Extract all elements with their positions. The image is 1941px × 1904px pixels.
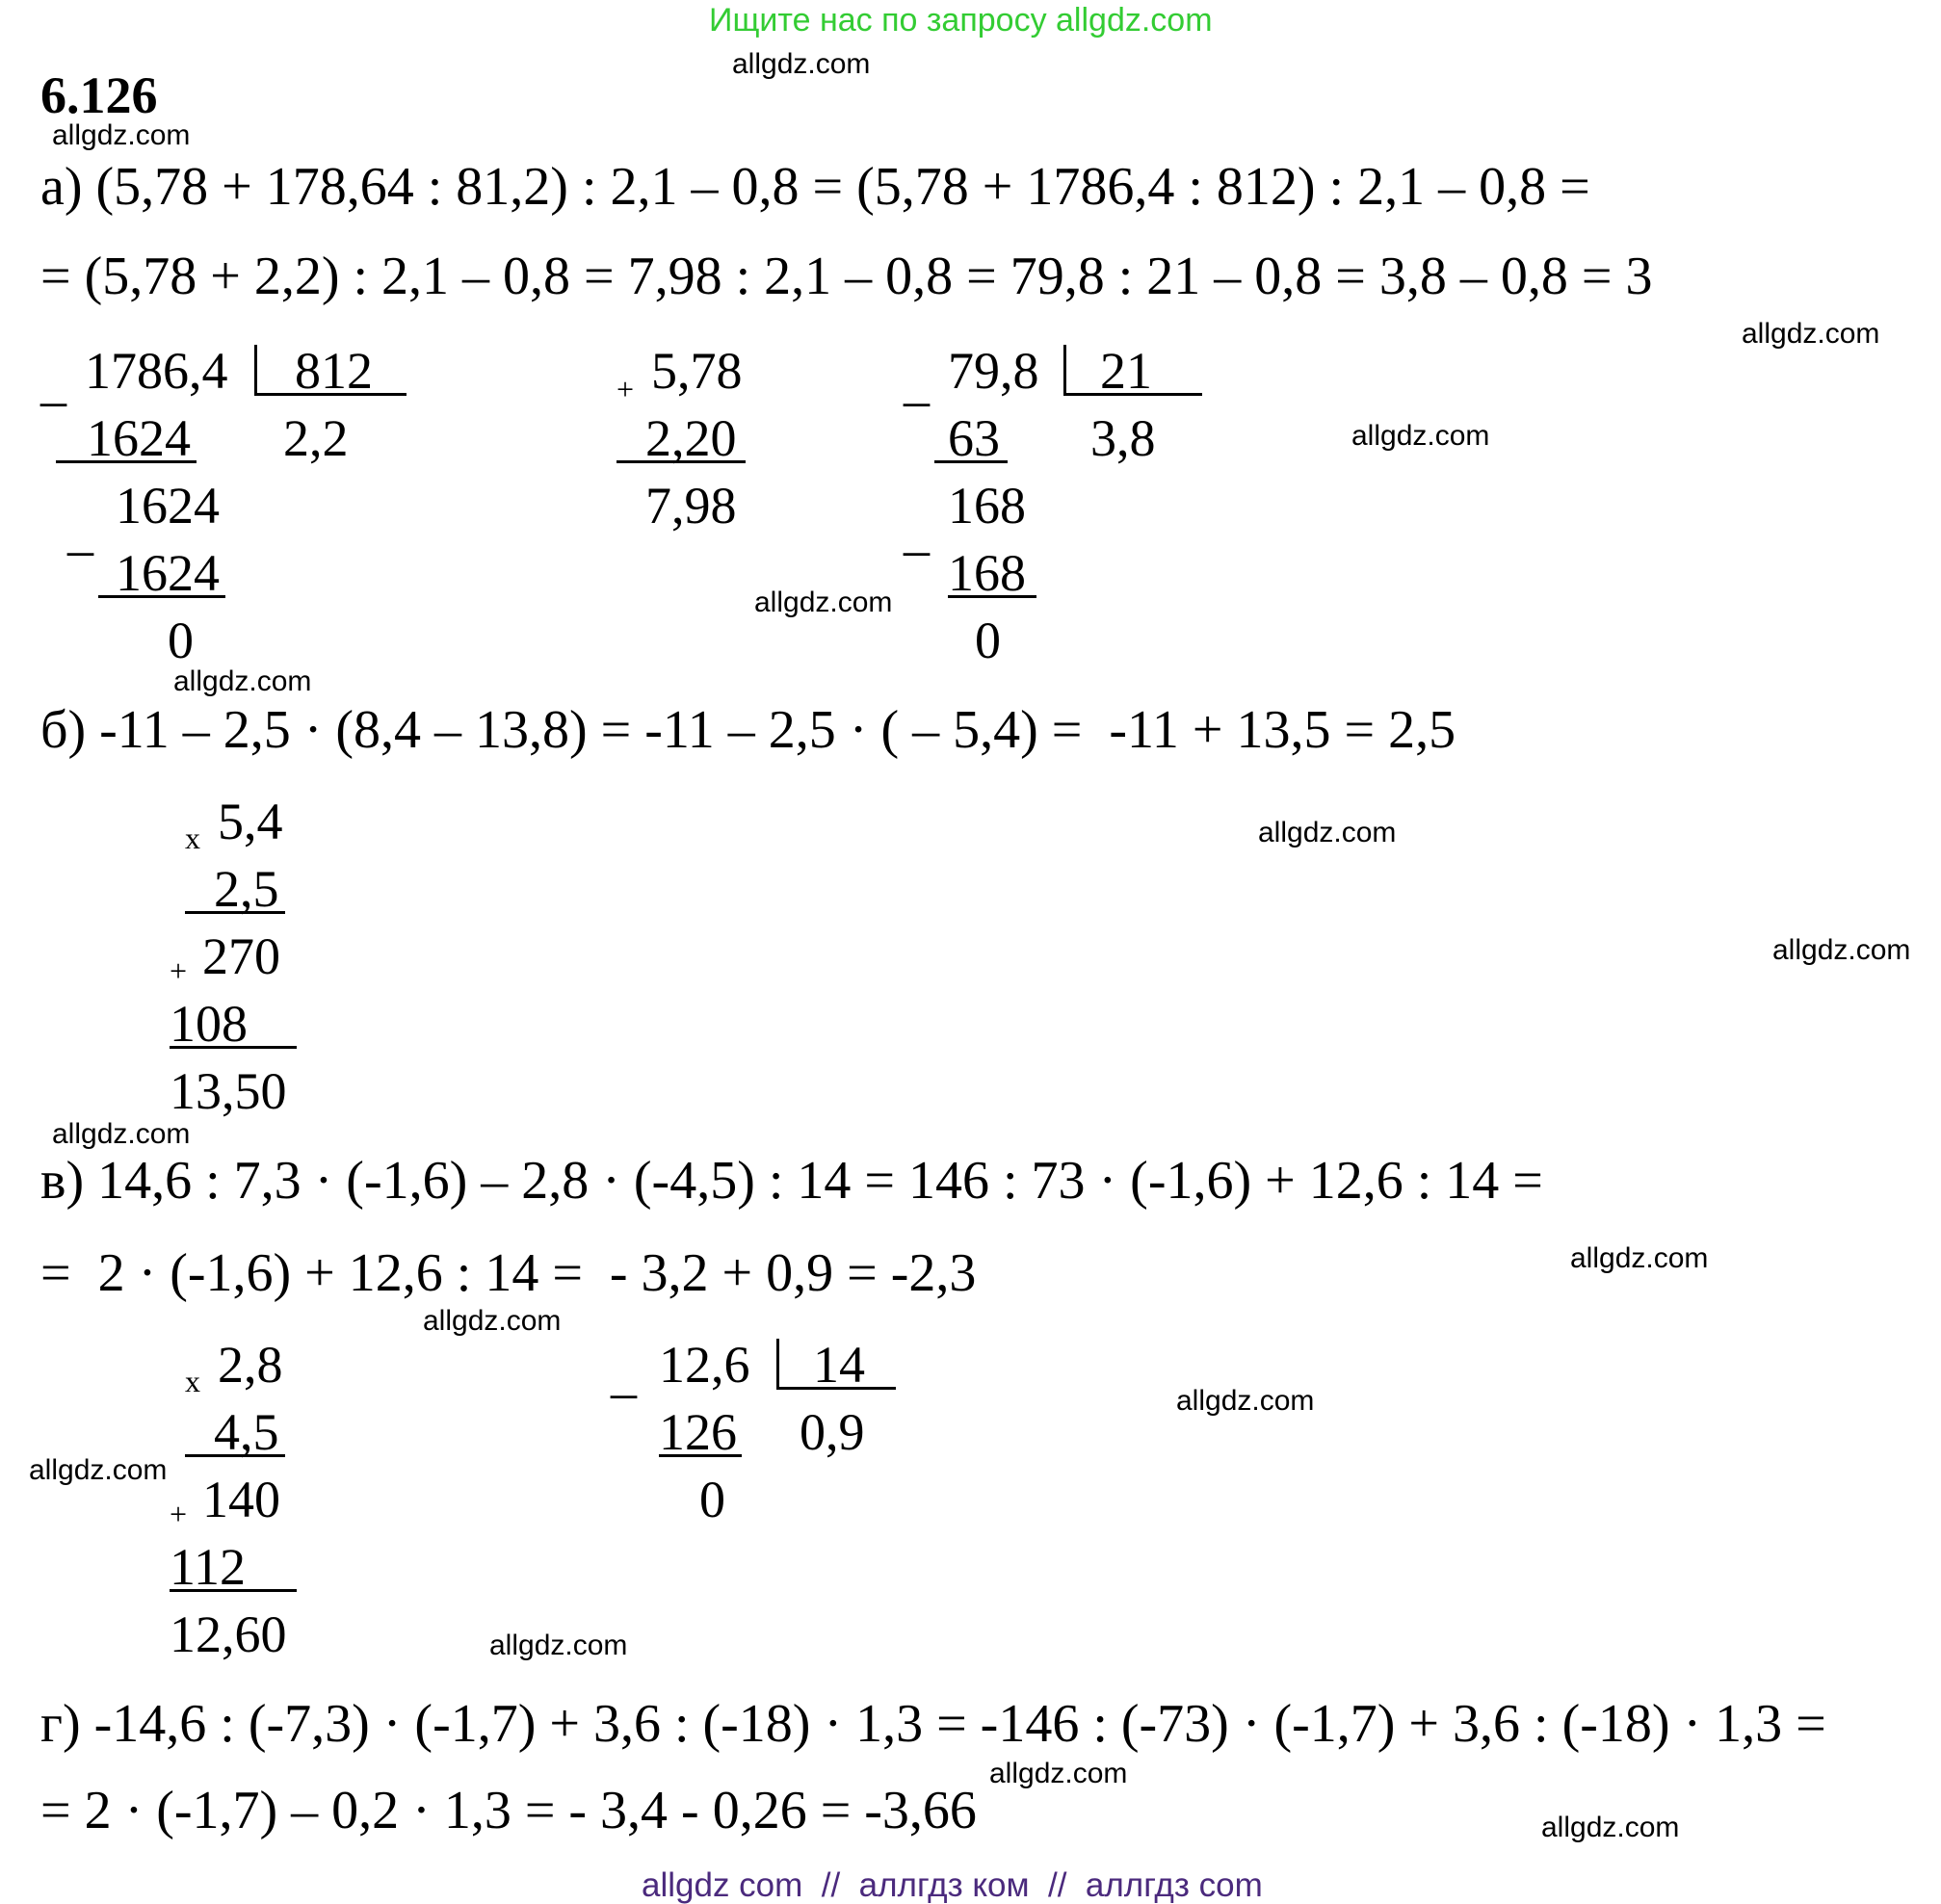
dividend: 12,6 xyxy=(659,1336,750,1394)
part-g-line-1: г) -14,6 : (-7,3) · (-1,7) + 3,6 : (-18) · 1,3 = -146 : (-73) · (-1,7) + 3,6 : (-18) · 1,3 = xyxy=(40,1694,1826,1754)
watermark: allgdz.com xyxy=(1258,817,1397,848)
exercise-number: 6.126 xyxy=(40,66,158,124)
watermark: allgdz.com xyxy=(1570,1242,1709,1274)
part-b-line-1: б) -11 – 2,5 · (8,4 – 13,8) = -11 – 2,5 · ( – 5,4) = -11 + 13,5 = 2,5 xyxy=(40,700,1456,760)
part-v-line-1: в) 14,6 : 7,3 · (-1,6) – 2,8 · (-4,5) : 14 = 146 : 73 · (-1,6) + 12,6 : 14 = xyxy=(40,1151,1543,1211)
final-remainder: 0 xyxy=(168,612,194,669)
factor: 4,5 xyxy=(214,1403,279,1461)
part-g-line-2: = 2 · (-1,7) – 0,2 · 1,3 = - 3,4 - 0,26 = -3,66 xyxy=(40,1781,977,1840)
watermark: allgdz.com xyxy=(1351,420,1490,452)
rule xyxy=(659,1454,742,1457)
remainder: 168 xyxy=(948,477,1026,535)
rule xyxy=(56,460,197,463)
addend: 2,20 xyxy=(645,409,737,467)
part-v-line-2: = 2 · (-1,6) + 12,6 : 14 = - 3,2 + 0,9 = -2,3 xyxy=(40,1243,977,1303)
part-a-line-2: = (5,78 + 2,2) : 2,1 – 0,8 = 7,98 : 2,1 – 0,8 = 79,8 : 21 – 0,8 = 3,8 – 0,8 = 3 xyxy=(40,247,1653,306)
divisor: 812 xyxy=(295,342,373,400)
product: 12,60 xyxy=(170,1605,287,1663)
sum: 7,98 xyxy=(645,477,737,535)
factor: 2,8 xyxy=(218,1336,283,1394)
rule xyxy=(616,460,746,463)
rule xyxy=(170,1589,297,1592)
minus-sign: _ xyxy=(67,503,93,561)
dividend: 1786,4 xyxy=(85,342,228,400)
watermark: allgdz.com xyxy=(423,1305,562,1337)
footer-watermark: allgdz com // аллгдз ком // аллгдз com xyxy=(642,1866,1263,1904)
remainder: 1624 xyxy=(116,477,220,535)
watermark: allgdz.com xyxy=(489,1630,628,1661)
partial-product: 112 xyxy=(170,1538,246,1596)
rule xyxy=(170,1046,297,1049)
subtrahend: 1624 xyxy=(87,409,191,467)
quotient: 0,9 xyxy=(800,1403,865,1461)
watermark: allgdz.com xyxy=(1772,934,1911,966)
division-bar xyxy=(254,345,257,395)
subtrahend: 126 xyxy=(659,1403,737,1461)
divisor: 14 xyxy=(813,1336,865,1394)
part-a-line-1: а) (5,78 + 178,64 : 81,2) : 2,1 – 0,8 = (5,78 + 1786,4 : 812) : 2,1 – 0,8 = xyxy=(40,157,1590,217)
minus-sign: _ xyxy=(904,353,930,411)
watermark: allgdz.com xyxy=(1176,1385,1315,1417)
minus-sign: _ xyxy=(40,353,66,411)
rule xyxy=(185,911,285,914)
final-remainder: 0 xyxy=(975,612,1001,669)
divisor: 21 xyxy=(1100,342,1152,400)
watermark: allgdz.com xyxy=(52,1118,191,1150)
factor: 5,4 xyxy=(218,793,283,850)
final-remainder: 0 xyxy=(699,1471,725,1528)
quotient: 3,8 xyxy=(1090,409,1156,467)
watermark: allgdz.com xyxy=(52,119,191,151)
rule xyxy=(98,595,225,598)
plus-sign: + xyxy=(616,372,635,406)
times-sign: х xyxy=(185,821,200,855)
rule xyxy=(185,1454,285,1457)
search-banner: Ищите нас по запросу allgdz.com xyxy=(709,2,1213,39)
watermark: allgdz.com xyxy=(732,48,871,80)
watermark: allgdz.com xyxy=(989,1758,1128,1789)
rule xyxy=(948,595,1036,598)
partial-product: 140 xyxy=(202,1471,280,1528)
plus-sign: + xyxy=(170,1497,188,1531)
product: 13,50 xyxy=(170,1062,287,1120)
division-bar xyxy=(776,1339,779,1389)
partial-product: 270 xyxy=(202,927,280,985)
subtrahend: 63 xyxy=(948,409,1000,467)
division-bar xyxy=(1063,345,1066,395)
watermark: allgdz.com xyxy=(29,1454,168,1486)
addend: 5,78 xyxy=(651,342,743,400)
subtrahend: 168 xyxy=(948,544,1026,602)
minus-sign: _ xyxy=(904,503,930,561)
dividend: 79,8 xyxy=(948,342,1039,400)
watermark: allgdz.com xyxy=(1541,1812,1680,1843)
watermark: allgdz.com xyxy=(173,665,312,697)
times-sign: х xyxy=(185,1364,200,1398)
subtrahend: 1624 xyxy=(116,544,220,602)
factor: 2,5 xyxy=(214,860,279,918)
partial-product: 108 xyxy=(170,995,248,1053)
plus-sign: + xyxy=(170,953,188,988)
watermark: allgdz.com xyxy=(1742,318,1880,350)
rule xyxy=(934,460,1008,463)
minus-sign: _ xyxy=(611,1345,637,1403)
quotient: 2,2 xyxy=(283,409,349,467)
watermark: allgdz.com xyxy=(754,587,893,618)
